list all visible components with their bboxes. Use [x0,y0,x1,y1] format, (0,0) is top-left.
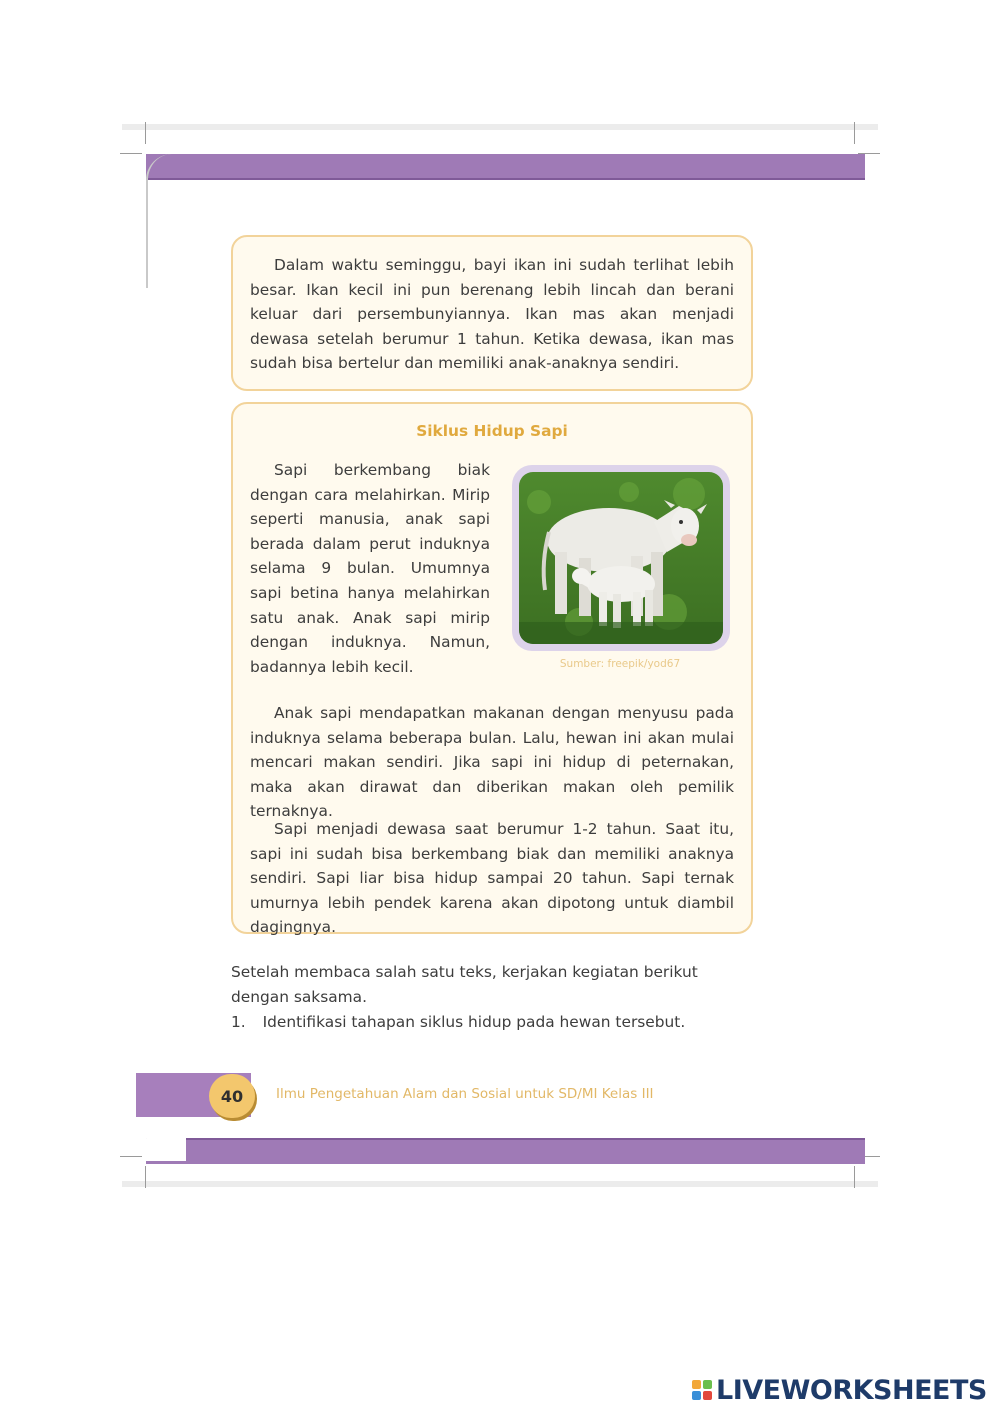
photo-caption: Sumber: freepik/yod67 [559,658,681,670]
book-title: Ilmu Pengetahuan Alam dan Sosial untuk SD/MI Kelas III [276,1086,654,1102]
cow-calf-photo [519,472,723,644]
footer-purple-bar [146,1138,865,1164]
crop-mark [145,1166,146,1188]
top-trim-band [122,124,878,130]
cow-paragraph-2: Anak sapi mendapatkan makanan dengan menyusu pada induknya selama beberapa bulan. Lalu, hewan ini akan mulai mencari makan sendiri. Jika sapi ini hidup di peternakan, maka akan dirawat dan diberikan makan oleh pemilik ternaknya. [250,704,734,821]
instruction-intro: Setelah membaca salah satu teks, kerjakan kegiatan berikut dengan saksama. [231,963,698,1006]
liveworksheets-watermark[interactable] [692,1376,987,1404]
liveworksheets-logo-icon [692,1380,712,1400]
instruction-item-1 [231,1010,685,1035]
crop-mark [854,1166,855,1188]
bottom-trim-band [122,1181,878,1187]
crop-mark [145,122,146,144]
cow-photo-illustration [519,472,723,644]
crop-mark [120,153,142,154]
footer-curve [146,1117,186,1161]
item-text: Identifikasi tahapan siklus hidup pada hewan tersebut. [262,1013,686,1031]
cow-paragraph-3: Sapi menjadi dewasa saat berumur 1-2 tahun. Saat itu, sapi ini sudah bisa berkembang biak dan memiliki anaknya sendiri. Sapi liar bisa hidup sampai 20 tahun. Sapi ternak umurnya lebih pendek karena akan dipotong untuk diambil dagingnya. [250,820,734,937]
page-number-badge: 40 [209,1074,255,1118]
watermark-text: LIVEWORKSHEETS [716,1374,987,1406]
section-title: Siklus Hidup Sapi [416,422,568,440]
crop-mark [854,122,855,144]
header-purple-bar [146,154,865,180]
fish-paragraph: Dalam waktu seminggu, bayi ikan ini sudah terlihat lebih besar. Ikan kecil ini pun berenang lebih lincah dan berani keluar dari persembunyiannya. Ikan mas akan menjadi dewasa setelah berumur 1 tahun. Ketika dewasa, ikan mas sudah bisa bertelur dan memiliki anak-anaknya sendiri. [250,256,734,373]
header-curve [146,154,188,288]
item-number: 1. [231,1013,246,1031]
cow-paragraph-1: Sapi berkembang biak dengan cara melahirkan. Mirip seperti manusia, anak sapi berada dalam perut induknya selama 9 bulan. Umumnya sapi betina hanya melahirkan satu anak. Anak sapi mirip dengan induknya. Namun, badannya lebih kecil. [250,461,490,676]
crop-mark [120,1156,142,1157]
